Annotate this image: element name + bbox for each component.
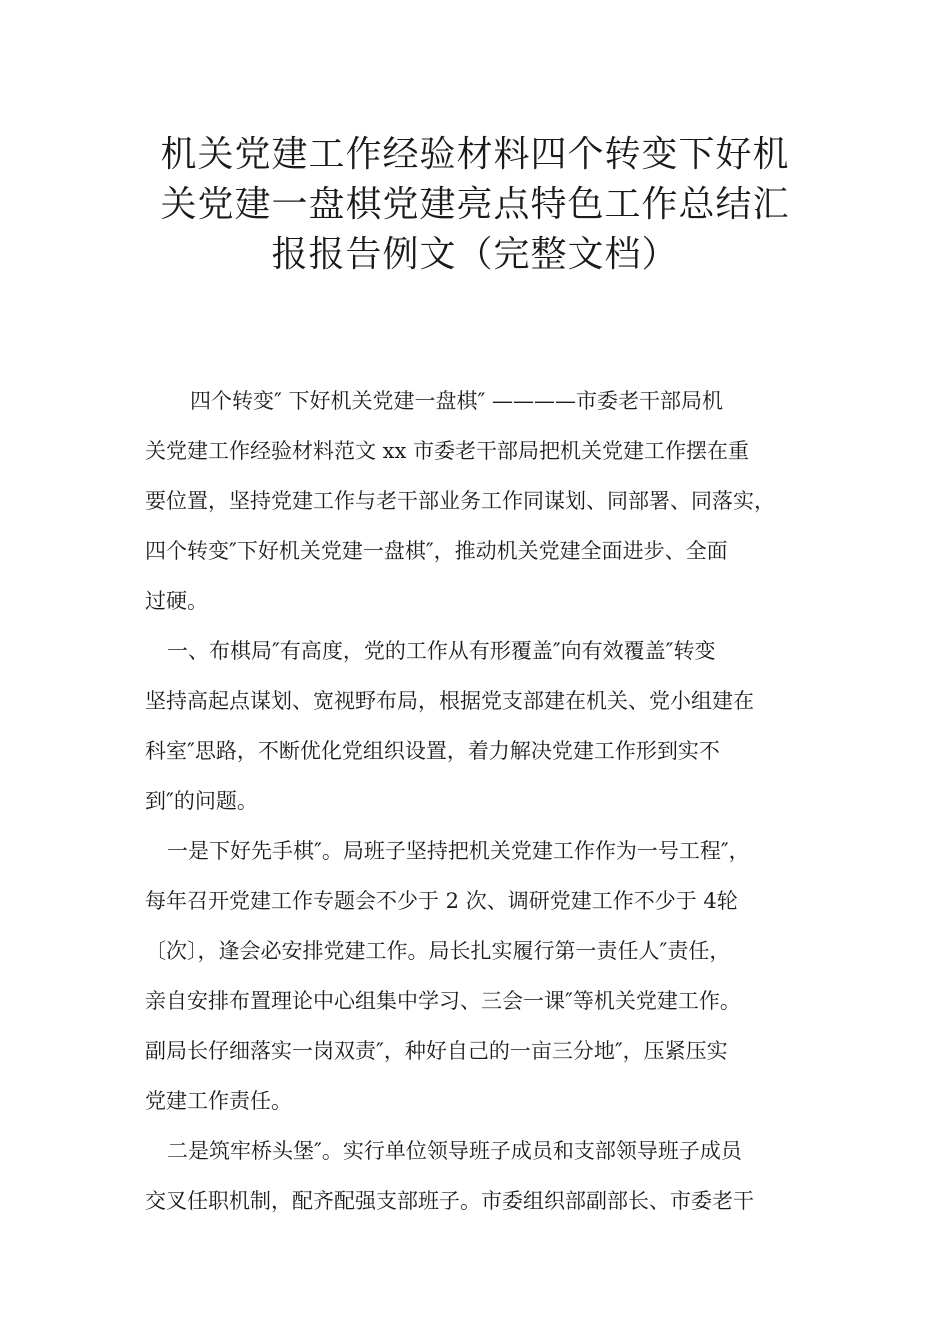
body-line-12: 〔次〕，逢会必安排党建工作。局长扎实履行第一责任人″责任，: [145, 939, 731, 963]
body-line-4: 四个转变″下好机关党建一盘棋″，推动机关党建全面进步、全面: [145, 539, 728, 563]
body-line-6: 一、布棋局″有高度，党的工作从有形覆盖″向有效覆盖″转变: [167, 639, 716, 663]
body-line-11: 每年召开党建工作专题会不少于 2 次、调研党建工作不少于 4轮: [145, 889, 738, 913]
body-line-10: 一是下好先手棋″。局班子坚持把机关党建工作作为一号工程″，: [167, 839, 750, 863]
body-line-16: 二是筑牢桥头堡″。实行单位领导班子成员和支部领导班子成员: [167, 1139, 742, 1163]
document-title: [120, 130, 830, 280]
title-line-1: 机关党建工作经验材料四个转变下好机: [160, 134, 790, 175]
body-line-9: 到″的问题。: [145, 789, 258, 813]
body-line-5: 过硬。: [145, 589, 208, 613]
body-line-17: 交叉任职机制，配齐配强支部班子。市委组织部副部长、市委老干: [145, 1189, 754, 1213]
title-line-2: 关党建一盘棋党建亮点特色工作总结汇: [160, 184, 790, 225]
title-line-3: 报报告例文（完整文档）: [271, 234, 679, 275]
body-line-2: 关党建工作经验材料范文 xx 市委老干部局把机关党建工作摆在重: [145, 439, 750, 463]
body-line-15: 党建工作责任。: [145, 1089, 292, 1113]
body-line-13: 亲自安排布置理论中心组集中学习、三会一课″等机关党建工作。: [145, 989, 741, 1013]
body-line-8: 科室″思路，不断优化党组织设置，着力解决党建工作形到实不: [145, 739, 720, 763]
body-line-14: 副局长仔细落实一岗双责″，种好自己的一亩三分地″，压紧压实: [145, 1039, 728, 1063]
body-line-3: 要位置，坚持党建工作与老干部业务工作同谋划、同部署、同落实，: [145, 489, 775, 513]
body-line-7: 坚持高起点谋划、宽视野布局，根据党支部建在机关、党小组建在: [145, 689, 754, 713]
body-line-1: 四个转变″ 下好机关党建一盘棋″ ————市委老干部局机: [190, 389, 724, 413]
